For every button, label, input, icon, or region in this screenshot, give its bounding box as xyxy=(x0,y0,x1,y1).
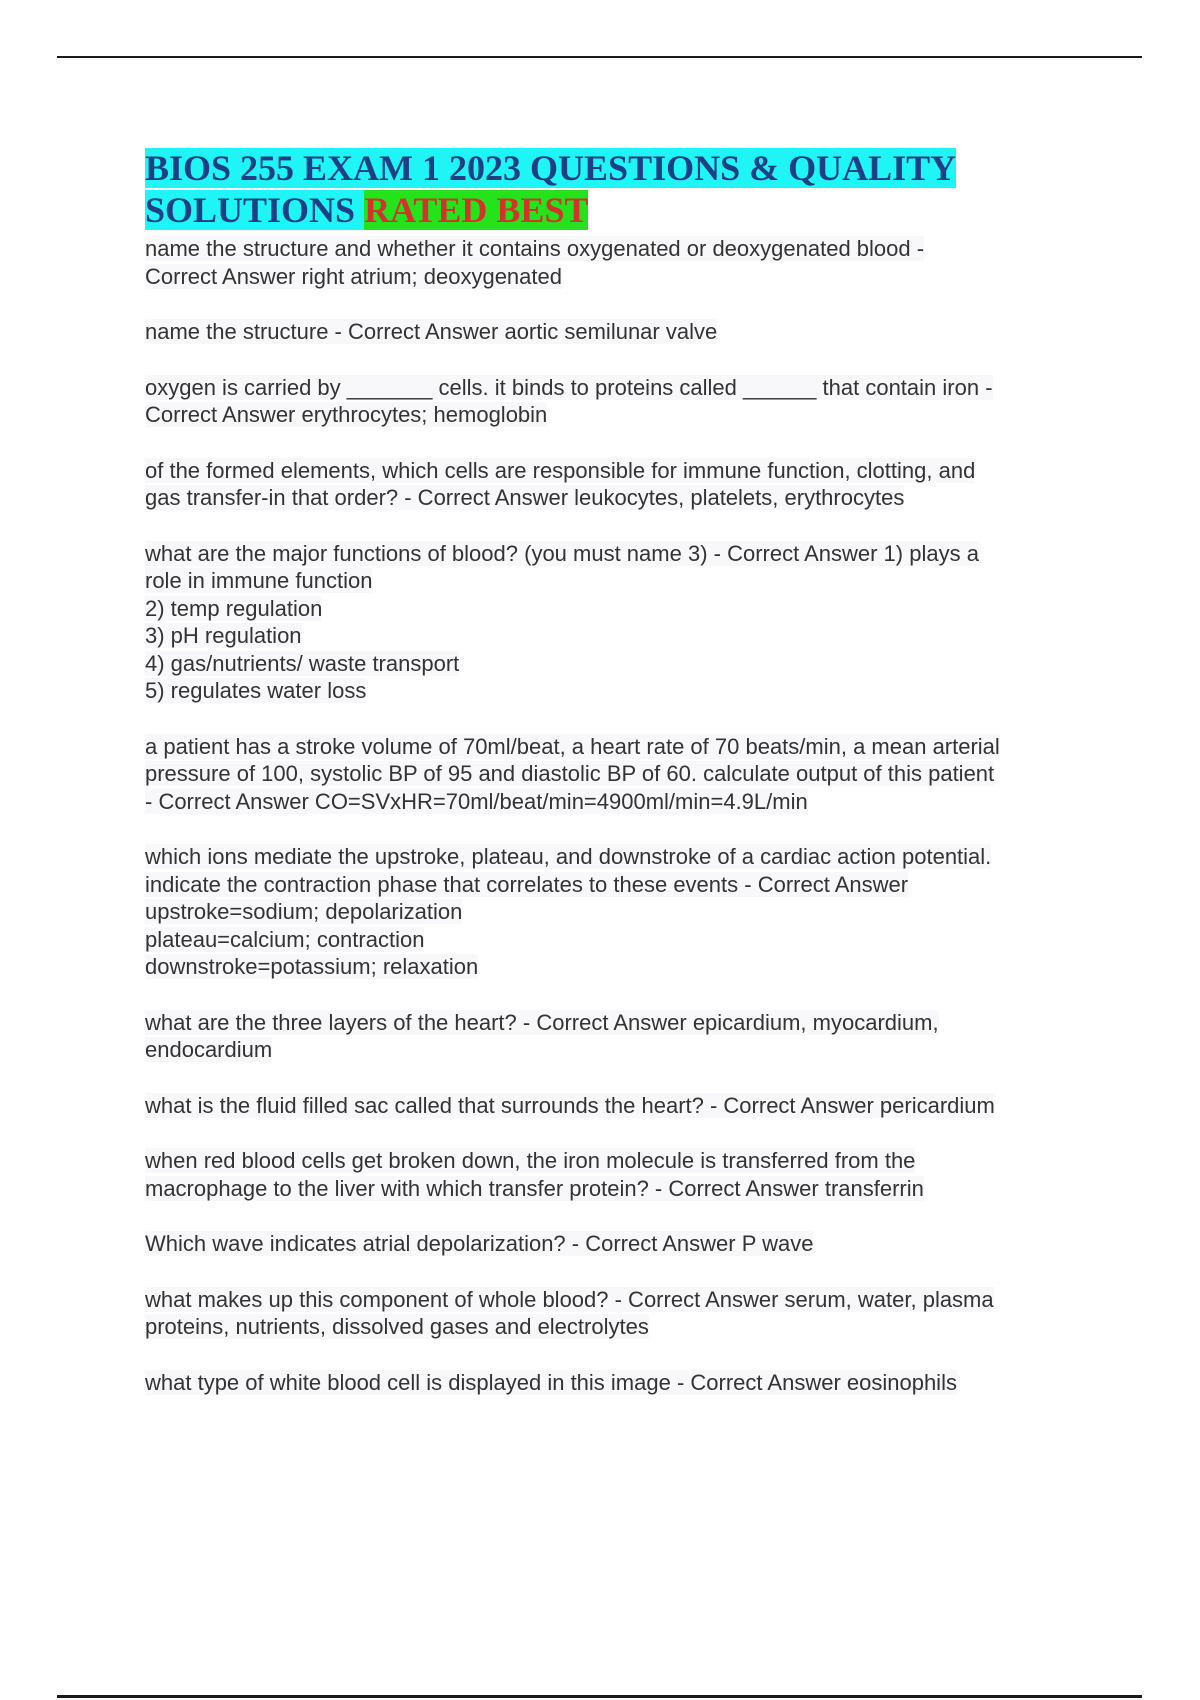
rated-best-badge: RATED BEST xyxy=(364,190,589,230)
title-line-1: BIOS 255 EXAM 1 2023 QUESTIONS & QUALITY xyxy=(145,148,957,188)
qa-item: oxygen is carried by _______ cells. it binds to proteins called ______ that contain iron - Correct Answer erythrocytes; hemoglobin xyxy=(145,374,993,427)
qa-item: what is the fluid filled sac called that surrounds the heart? - Correct Answer pericardium xyxy=(145,1092,995,1118)
qa-item: what type of white blood cell is displayed in this image - Correct Answer eosinophils xyxy=(145,1369,957,1395)
qa-item: a patient has a stroke volume of 70ml/beat, a heart rate of 70 beats/min, a mean arterial pressure of 100, systolic BP of 95 and diastolic BP of 60. calculate output of this patient - Correct Answer CO=SVxHR=70ml/beat/min=4900ml/min=4.9L/min xyxy=(145,733,1000,814)
qa-item: name the structure - Correct Answer aortic semilunar valve xyxy=(145,319,718,344)
document-title xyxy=(145,147,1090,231)
qa-item: which ions mediate the upstroke, plateau, and downstroke of a cardiac action potential. indicate the contraction phase that correlates to these events - Correct Answer upstroke=sodium; depolarization plateau=calcium; contraction downstroke=potassium; relaxation xyxy=(145,844,992,979)
qa-item: name the structure and whether it contains oxygenated or deoxygenated blood - Correct Answer right atrium; deoxygenated xyxy=(145,236,925,289)
qa-item: what makes up this component of whole blood? - Correct Answer serum, water, plasma proteins, nutrients, dissolved gases and electrolytes xyxy=(145,1286,994,1339)
qa-item: when red blood cells get broken down, the iron molecule is transferred from the macrophage to the liver with which transfer protein? - Correct Answer transferrin xyxy=(145,1148,924,1201)
document-body xyxy=(145,147,1090,1424)
footer-rule xyxy=(57,1695,1142,1698)
qa-item: Which wave indicates atrial depolarization? - Correct Answer P wave xyxy=(145,1231,814,1256)
qa-item: what are the three layers of the heart? - Correct Answer epicardium, myocardium, endocardium xyxy=(145,1009,939,1062)
title-line-2: SOLUTIONS xyxy=(145,190,365,230)
qa-list xyxy=(145,235,1090,1396)
header-rule xyxy=(57,56,1142,58)
qa-item: of the formed elements, which cells are responsible for immune function, clotting, and gas transfer-in that order? - Correct Answer leukocytes, platelets, erythrocytes xyxy=(145,457,976,510)
qa-item: what are the major functions of blood? (you must name 3) - Correct Answer 1) plays a role in immune function 2) temp regulation 3) pH regulation 4) gas/nutrients/ waste transport 5) regulates water loss xyxy=(145,540,979,703)
